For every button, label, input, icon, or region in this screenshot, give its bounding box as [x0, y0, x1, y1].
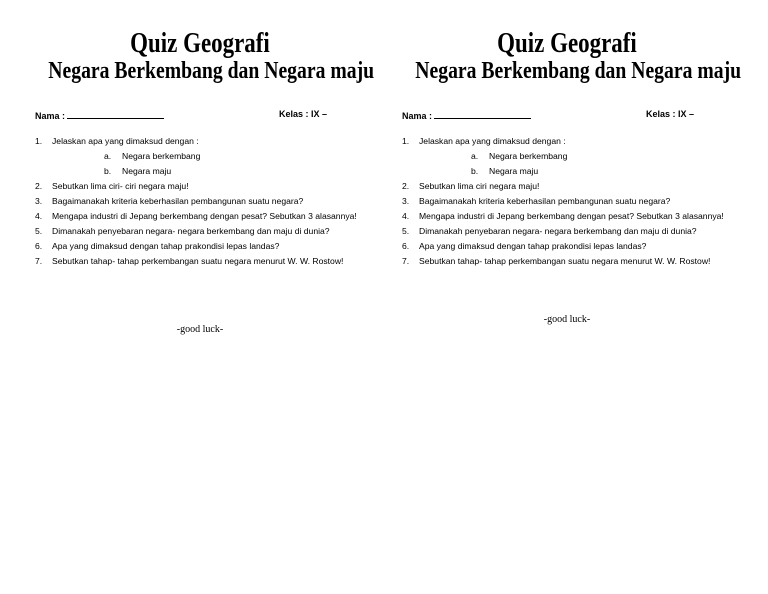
sub-item — [35, 149, 365, 164]
sub-item-text: Negara maju — [122, 166, 172, 176]
question-number: 4. — [35, 211, 43, 221]
question-text: Jelaskan apa yang dimaksud dengan : — [419, 136, 566, 146]
closing-text: -good luck- — [176, 324, 224, 335]
question-text: Sebutkan lima ciri negara maju! — [419, 181, 540, 191]
question-item — [402, 224, 732, 239]
question-text: Sebutkan tahap- tahap perkembangan suatu negara menurut W. W. Rostow! — [419, 256, 711, 266]
nama-field — [402, 109, 531, 121]
question-number: 6. — [402, 241, 410, 251]
sub-item-letter: b. — [471, 166, 479, 176]
nama-label: Nama : — [402, 111, 433, 121]
kelas-label: Kelas : IX – — [646, 109, 695, 119]
question-item — [402, 254, 732, 269]
question-text: Mengapa industri di Jepang berkembang dengan pesat? Sebutkan 3 alasannya! — [419, 211, 724, 221]
question-number: 3. — [402, 196, 410, 206]
sub-item-letter: a. — [104, 151, 112, 161]
question-text: Dimanakah penyebaran negara- negara berkembang dan maju di dunia? — [52, 226, 330, 236]
question-number: 7. — [35, 256, 43, 266]
question-text: Sebutkan tahap- tahap perkembangan suatu negara menurut W. W. Rostow! — [52, 256, 344, 266]
quiz-subtitle: Negara Berkembang dan Negara maju — [415, 58, 742, 84]
question-item — [35, 179, 365, 194]
question-item — [402, 134, 732, 149]
question-number: 1. — [402, 136, 410, 146]
student-info — [35, 109, 365, 121]
question-text: Apa yang dimaksud dengan tahap prakondisi lepas landas? — [419, 241, 647, 251]
question-text: Bagaimanakah kriteria keberhasilan pembangunan suatu negara? — [52, 196, 304, 206]
question-list — [402, 134, 732, 269]
question-item — [35, 209, 365, 224]
sub-item-text: Negara maju — [489, 166, 539, 176]
quiz-title: Quiz Geografi — [497, 28, 637, 59]
question-item — [402, 194, 732, 209]
question-item — [402, 179, 732, 194]
sub-item — [402, 149, 732, 164]
quiz-title: Quiz Geografi — [130, 28, 270, 59]
sub-item — [35, 164, 365, 179]
nama-blank-line — [434, 109, 531, 119]
nama-label: Nama : — [35, 111, 66, 121]
question-item — [35, 254, 365, 269]
nama-blank-line — [67, 109, 164, 119]
student-info — [402, 109, 732, 121]
question-number: 3. — [35, 196, 43, 206]
question-number: 4. — [402, 211, 410, 221]
question-item — [35, 134, 365, 149]
kelas-label: Kelas : IX – — [279, 109, 328, 119]
question-text: Bagaimanakah kriteria keberhasilan pembangunan suatu negara? — [419, 196, 671, 206]
nama-field — [35, 109, 164, 121]
question-text: Apa yang dimaksud dengan tahap prakondisi lepas landas? — [52, 241, 280, 251]
sub-item-text: Negara berkembang — [122, 151, 201, 161]
question-number: 5. — [35, 226, 43, 236]
question-number: 5. — [402, 226, 410, 236]
question-number: 1. — [35, 136, 43, 146]
question-number: 7. — [402, 256, 410, 266]
question-item — [35, 224, 365, 239]
question-item — [35, 239, 365, 254]
sub-item-text: Negara berkembang — [489, 151, 568, 161]
question-number: 2. — [402, 181, 410, 191]
question-number: 2. — [35, 181, 43, 191]
question-text: Mengapa industri di Jepang berkembang dengan pesat? Sebutkan 3 alasannya! — [52, 211, 357, 221]
question-list — [35, 134, 365, 269]
question-item — [402, 239, 732, 254]
question-item — [402, 209, 732, 224]
closing-text: -good luck- — [543, 314, 591, 325]
quiz-subtitle: Negara Berkembang dan Negara maju — [48, 58, 375, 84]
question-number: 6. — [35, 241, 43, 251]
sub-item-letter: b. — [104, 166, 112, 176]
question-text: Dimanakah penyebaran negara- negara berkembang dan maju di dunia? — [419, 226, 697, 236]
question-text: Sebutkan lima ciri- ciri negara maju! — [52, 181, 189, 191]
question-item — [35, 194, 365, 209]
question-text: Jelaskan apa yang dimaksud dengan : — [52, 136, 199, 146]
sub-item — [402, 164, 732, 179]
sub-item-letter: a. — [471, 151, 479, 161]
